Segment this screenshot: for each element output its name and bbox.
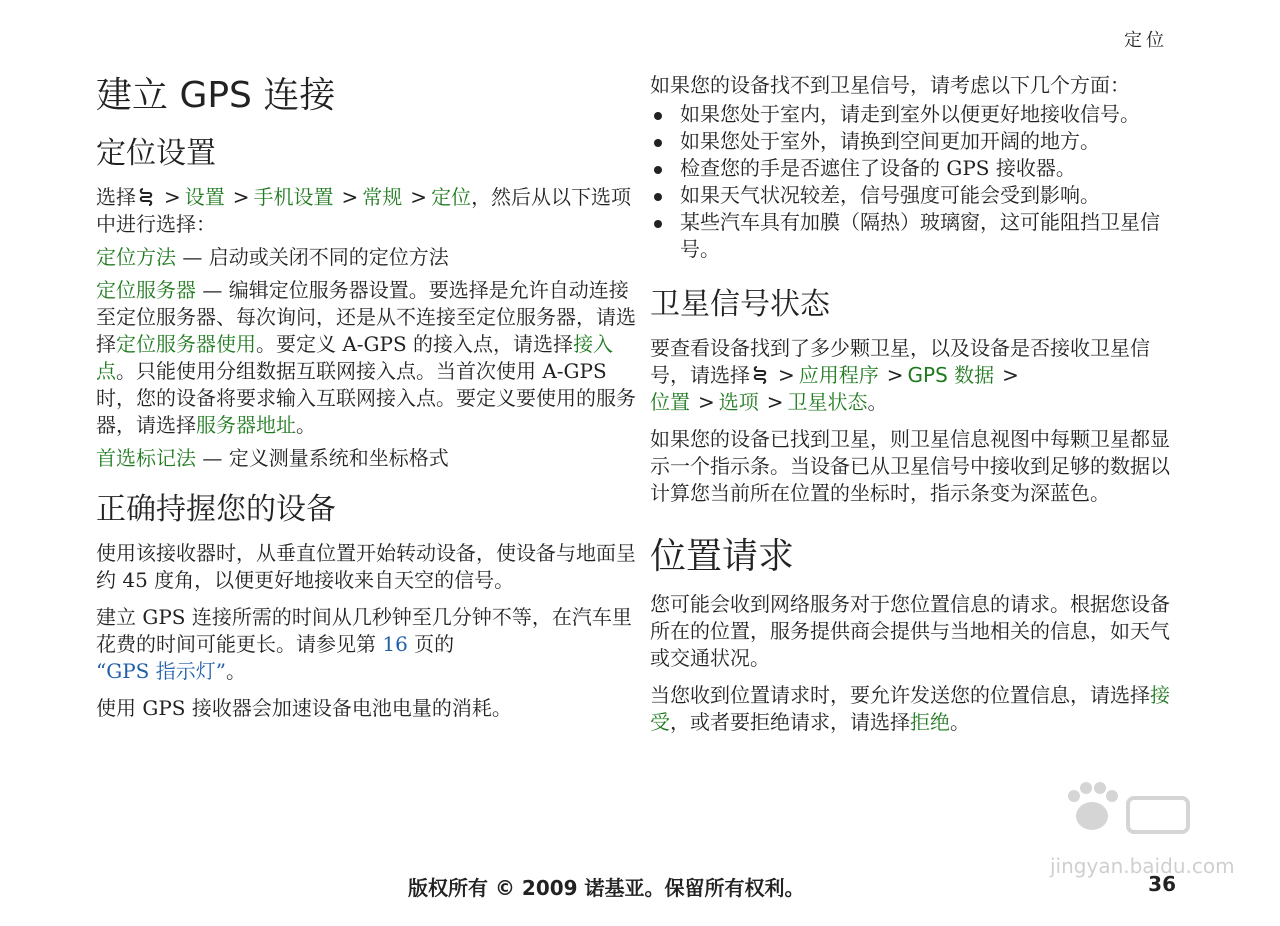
heading-position-requests: 位置请求 [650,536,795,577]
path-item: 常规 [362,185,403,209]
text: 要查看设备找到了多少颗卫星，以及设备是否接收卫星信号，请选择 [650,336,1150,387]
page-number: 36 [1148,872,1176,896]
option-desc: — 启动或关闭不同的定位方法 [176,245,449,269]
link-server-address: 服务器地址 [196,413,296,437]
option-desc: — 编辑定位服务器设置。要选择是允许自动连接至定位服务器、每次询问，还是从不连接至定位服务器，请选择 [96,278,636,356]
right-column [650,72,1180,736]
menu-key-icon [138,187,154,207]
path-item: 设置 [184,185,225,209]
path-item: 卫星状态 [787,390,868,414]
paragraph-hold-device: 使用该接收器时，从垂直位置开始转动设备，使设备与地面呈约 45 度角，以便更好地接收来自天空的信号。 [96,541,636,592]
option-desc: 。 [296,413,316,437]
paragraph-satellite-select: 要查看设备找到了多少颗卫星，以及设备是否接收卫星信号，请选择 > 应用程序 > GPS 数据 > 位置 > 选项 > 卫星状态。 [650,336,1150,414]
paragraph-no-signal: 如果您的设备找不到卫星信号，请考虑以下几个方面： [650,73,1130,97]
list-item [650,128,1180,155]
text: 建立 GPS 连接所需的时间从几秒钟至几分钟不等，在汽车里花费的时间可能更长。请参见第 [96,605,632,656]
list-item-text: 某些汽车具有加膜（隔热）玻璃窗，这可能阻挡卫星信号。 [680,210,1160,261]
list-item-text: 如果您处于室外，请换到空间更加开阔的地方。 [680,129,1100,153]
link-reject: 拒绝 [910,710,950,734]
list-item-text: 如果天气状况较差，信号强度可能会受到影响。 [680,183,1100,207]
page-ref[interactable]: 16 [382,632,408,656]
path-item: 位置 [650,390,690,414]
link-accept: 接受 [650,683,1170,734]
text: 。 [867,390,888,414]
text: ，或者要拒绝请求，请选择 [670,710,910,734]
heading-satellite-status: 卫星信号状态 [650,287,830,322]
page-title: 建立 GPS 连接 [96,75,336,116]
option-desc: 。只能使用分组数据互联网接入点。当首次使用 A-GPS 时，您的设备将要求输入互联网接入点。要定义要使用的服务器，请选择 [96,359,636,437]
list-item-text: 检查您的手是否遮住了设备的 GPS 接收器。 [680,156,1076,180]
option-term: 定位服务器 [96,278,196,302]
footer-copyright: 版权所有 © 2009 诺基亚。保留所有权利。 [408,876,805,900]
list-item [650,155,1180,182]
heading-location-settings: 定位设置 [96,136,216,171]
paragraph-position-requests: 您可能会收到网络服务对于您位置信息的请求。根据您设备所在的位置，服务提供商会提供与当地相关的信息，如天气或交通状况。 [650,592,1170,670]
section-label: 定位 [1124,30,1168,51]
menu-key-icon [752,365,768,385]
select-suffix: ，然后从以下选项中进行选择： [96,185,632,236]
list-item [650,101,1180,128]
paragraph-satellite-bars: 如果您的设备已找到卫星，则卫星信息视图中每颗卫星都显示一个指示条。当设备已从卫星信号中接收到足够的数据以计算您当前所在位置的坐标时，指示条变为深蓝色。 [650,427,1170,505]
option-positioning-methods [96,244,636,271]
heading-hold-device: 正确持握您的设备 [96,492,336,527]
path-item: 手机设置 [253,185,334,209]
link-gps-indicator[interactable]: “GPS 指示灯” [96,659,226,683]
option-positioning-server [96,277,636,439]
path-item: 选项 [718,390,759,414]
option-desc: — 定义测量系统和坐标格式 [196,446,449,470]
paragraph-accept-reject [650,682,1180,736]
option-term: 首选标记法 [96,446,196,470]
link-access-point: 接入点 [96,332,614,383]
list-item [650,182,1180,209]
path-item: 应用程序 [798,363,879,387]
link-server-usage: 定位服务器使用 [116,332,256,356]
path-item: 定位 [431,185,472,209]
select-prefix: 选择 [96,185,136,209]
list-item [650,209,1180,263]
option-notation-preferences [96,445,636,472]
paragraph-battery: 使用 GPS 接收器会加速设备电池电量的消耗。 [96,696,512,720]
option-desc: 。要定义 A-GPS 的接入点，请选择 [256,332,574,356]
paragraph-connection-time [96,604,636,685]
text: 当您收到位置请求时，要允许发送您的位置信息，请选择 [650,683,1150,707]
option-term: 定位方法 [96,245,176,269]
text: 。 [950,710,970,734]
select-instructions: 选择 > 设置 > 手机设置 > 常规 > 定位，然后从以下选项中进行选择： [96,185,632,236]
list-item-text: 如果您处于室内，请走到室外以便更好地接收信号。 [680,102,1140,126]
path-item: GPS 数据 [907,363,995,387]
left-column [96,72,636,722]
watermark-text: jingyan.baidu.com [1050,854,1235,878]
text: 。 [225,659,246,683]
baidu-jingyan-watermark [1050,768,1235,878]
paw-logo-icon [1050,768,1200,848]
tips-list [650,101,1180,263]
text: 页的 [414,632,455,656]
